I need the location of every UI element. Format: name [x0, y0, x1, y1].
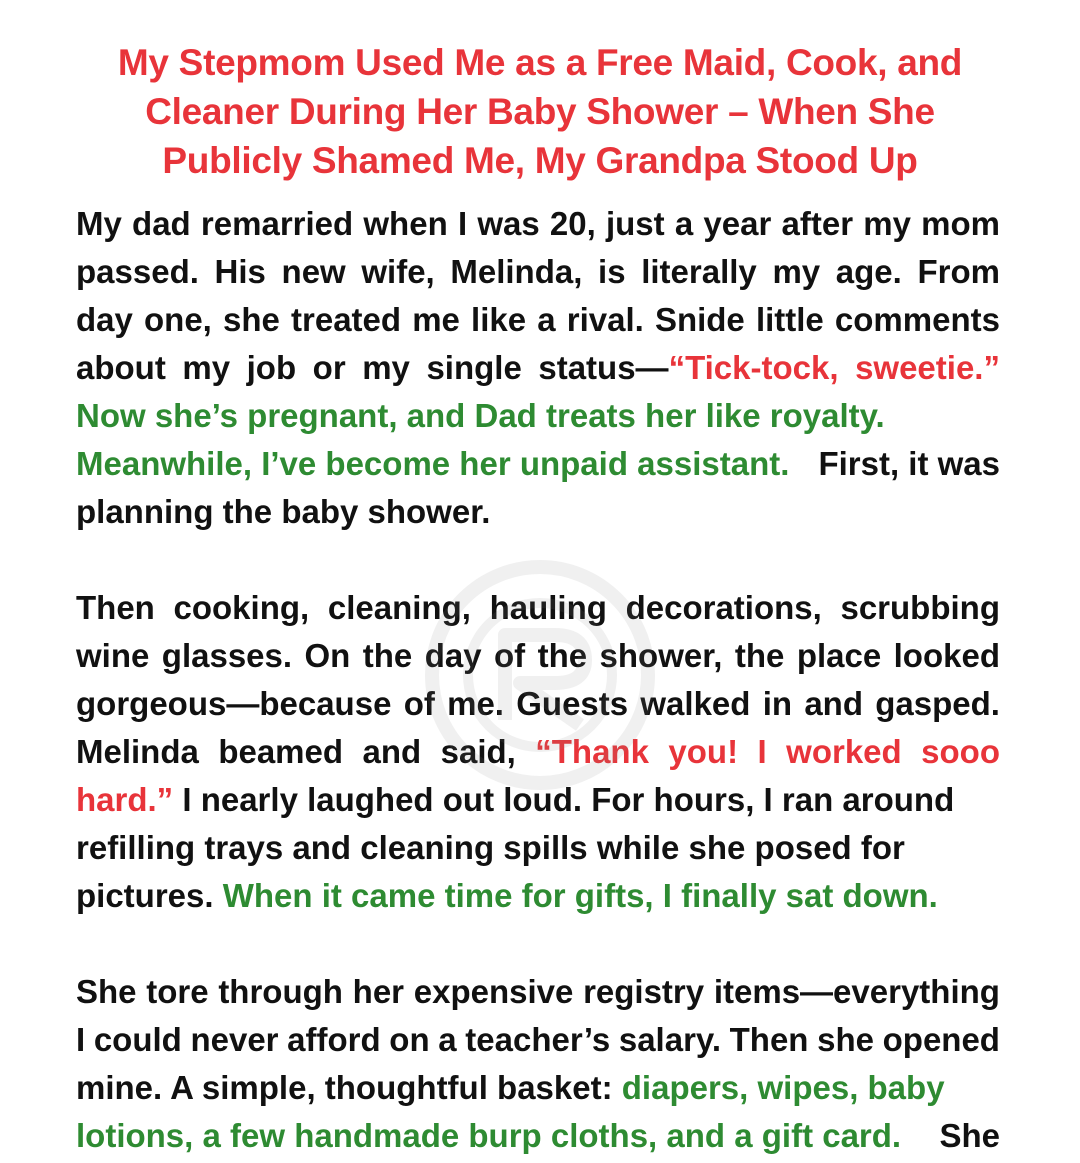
highlight-red: hard.”	[76, 781, 174, 818]
word: His	[214, 253, 266, 290]
word: Melinda,	[450, 253, 583, 290]
paragraph-3	[76, 968, 1000, 1160]
word: my	[772, 253, 821, 290]
highlight-red-word: sweetie.”	[855, 349, 1000, 386]
word: passed.	[76, 253, 199, 290]
highlight-red-word: “Thank	[535, 733, 649, 770]
paragraph-line	[76, 344, 1000, 392]
word: or	[312, 349, 346, 386]
paragraph-line	[76, 968, 1000, 1016]
word: literally	[641, 253, 757, 290]
word: She	[76, 973, 137, 1010]
word: place	[796, 637, 882, 674]
word: walked	[640, 685, 751, 722]
paragraph-line	[76, 392, 1000, 440]
word: 20,	[549, 205, 596, 242]
word: when	[363, 205, 448, 242]
word: my	[362, 349, 410, 386]
line-text: mine. A simple, thoughtful basket:	[76, 1069, 622, 1106]
word: shower,	[599, 637, 723, 674]
word: and	[804, 685, 863, 722]
word: single	[426, 349, 522, 386]
word: her	[352, 973, 405, 1010]
paragraph-line	[76, 1016, 1000, 1064]
word: in	[762, 685, 793, 722]
line-text: refilling trays and cleaning spills while she posed for	[76, 829, 905, 866]
word: me	[412, 301, 460, 338]
paragraph-line	[76, 200, 1000, 248]
word: of	[403, 685, 435, 722]
title-line: Cleaner During Her Baby Shower – When She	[145, 91, 935, 132]
word: the	[362, 637, 413, 674]
word: the	[734, 637, 785, 674]
word: treated	[291, 301, 402, 338]
word: the	[537, 637, 588, 674]
word: decorations,	[625, 589, 822, 626]
word: beamed	[218, 733, 344, 770]
line-text: pictures.	[76, 877, 223, 914]
word: a	[438, 1021, 457, 1058]
word: is	[598, 253, 626, 290]
word: after	[781, 205, 854, 242]
word: From	[917, 253, 1000, 290]
word: glasses.	[161, 637, 293, 674]
word: day	[76, 301, 133, 338]
paragraph-1	[76, 200, 1000, 536]
line-text: I nearly laughed out loud. For hours, I ran around	[173, 781, 955, 818]
highlight-red-word: you!	[668, 733, 739, 770]
word: my	[182, 349, 231, 386]
highlight-green: diapers, wipes, baby	[621, 1069, 945, 1106]
word: age.	[835, 253, 902, 290]
line-text: planning the baby shower.	[76, 493, 491, 530]
word: gasped.	[875, 685, 1000, 722]
word: like	[471, 301, 527, 338]
title-line: My Stepmom Used Me as a Free Maid, Cook, and	[117, 42, 963, 83]
word: job	[246, 349, 297, 386]
word: through	[218, 973, 343, 1010]
title-line: Publicly Shamed Me, My Grandpa Stood Up	[162, 140, 918, 181]
paragraph-line	[76, 872, 1000, 920]
word: gorgeous—because	[76, 685, 392, 722]
word: of	[494, 637, 526, 674]
word: cleaning,	[327, 589, 471, 626]
word: tore	[146, 973, 209, 1010]
paragraph-line	[76, 248, 1000, 296]
word: wine	[76, 637, 150, 674]
word: dad	[132, 205, 191, 242]
word: never	[190, 1021, 279, 1058]
word: Snide	[654, 301, 745, 338]
line-text: First, it was	[818, 445, 1000, 482]
word: day	[424, 637, 482, 674]
word: just	[605, 205, 665, 242]
word: status—	[538, 349, 669, 386]
word-group	[538, 344, 838, 392]
word: items—everything	[713, 973, 1000, 1010]
word: said,	[440, 733, 516, 770]
word: I	[76, 1021, 86, 1058]
word: a	[674, 205, 694, 242]
word: scrubbing	[840, 589, 1000, 626]
paragraph-line	[76, 488, 1000, 536]
word: comments	[834, 301, 1000, 338]
word: Guests	[516, 685, 629, 722]
word: remarried	[200, 205, 354, 242]
paragraph-line	[76, 440, 1000, 488]
word: I	[457, 205, 468, 242]
highlight-green: When it came time for gifts, I finally sat down.	[222, 877, 938, 914]
story-title	[60, 38, 1020, 185]
word: she	[223, 301, 280, 338]
word: could	[93, 1021, 182, 1058]
paragraph-line	[76, 296, 1000, 344]
word: on	[389, 1021, 430, 1058]
word: Melinda	[76, 733, 199, 770]
highlight-red-word: I	[757, 733, 767, 770]
word: one,	[144, 301, 212, 338]
highlight-green: lotions, a few handmade burp cloths, and a gift card.	[76, 1117, 902, 1154]
word: new	[281, 253, 346, 290]
word: expensive	[413, 973, 574, 1010]
word: little	[755, 301, 824, 338]
word: hauling	[489, 589, 607, 626]
word: and	[362, 733, 422, 770]
highlight-red-word: sooo	[921, 733, 1000, 770]
word: Then	[729, 1021, 809, 1058]
paragraph-line	[76, 824, 1000, 872]
word: mom	[921, 205, 1000, 242]
word: she	[817, 1021, 874, 1058]
word: My	[76, 205, 122, 242]
highlight-green: Meanwhile, I’ve become her unpaid assistant.	[76, 445, 790, 482]
highlight-red-word: “Tick-tock,	[668, 349, 839, 386]
word: Then	[76, 589, 155, 626]
word: rival.	[566, 301, 644, 338]
paragraph-line	[76, 1112, 1000, 1160]
word: cooking,	[173, 589, 310, 626]
word: wife,	[361, 253, 435, 290]
highlight-red-word: worked	[786, 733, 902, 770]
word: looked	[893, 637, 1000, 674]
paragraph-line	[76, 1064, 1000, 1112]
word: my	[863, 205, 911, 242]
word: teacher’s	[465, 1021, 611, 1058]
word: was	[477, 205, 540, 242]
word: registry	[583, 973, 705, 1010]
word: salary.	[618, 1021, 721, 1058]
word: year	[703, 205, 772, 242]
word: On	[304, 637, 351, 674]
word: a	[537, 301, 556, 338]
word: opened	[882, 1021, 1000, 1058]
word: me.	[447, 685, 504, 722]
word: afford	[287, 1021, 381, 1058]
watermark-logo-icon	[420, 555, 660, 795]
word: about	[76, 349, 166, 386]
line-text: She	[939, 1117, 1000, 1154]
highlight-green: Now she’s pregnant, and Dad treats her like royalty.	[76, 397, 885, 434]
